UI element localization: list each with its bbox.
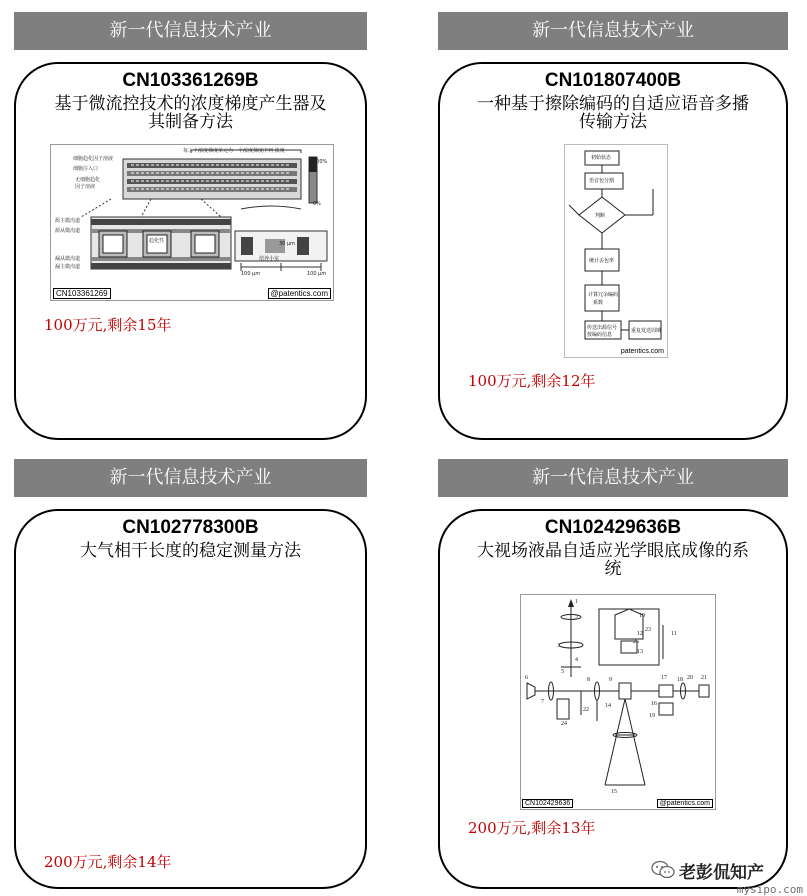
card1-fig-label-row1: 细胞趋化因子溶液 [73, 156, 114, 162]
card1-category-header: 新一代信息技术产业 [14, 12, 367, 50]
card3-price: 200万元,剩余14年 [44, 853, 172, 871]
card2-fig-step2: 统计丢包率 [589, 258, 615, 264]
card4-optics-figure [520, 594, 716, 810]
card4-price: 200万元,剩余13年 [468, 819, 596, 837]
card2-flowchart-figure [564, 144, 668, 358]
card1-fig-dim1: 100 μm [241, 271, 261, 277]
card2-fig-step4: 传送出源信号 [587, 325, 618, 331]
optics-component-number: 24 [561, 721, 567, 727]
card1-price: 100万元,剩余15年 [44, 316, 172, 334]
card2-fig-decision: 判断 [595, 213, 606, 219]
optics-component-number: 19 [649, 713, 655, 719]
card4-patent-id: CN102429636B [544, 517, 682, 538]
card1-fig-dim3: 100 μm [307, 271, 327, 277]
card1-patent-title-line2: 其制备方法 [148, 112, 233, 132]
optics-component-number: 3 [557, 643, 560, 649]
optics-component-number: 13 [637, 649, 643, 655]
card1-patent-card[interactable] [14, 62, 367, 440]
optics-component-number: 21 [701, 675, 707, 681]
card2-fig-step3b: 系数 [593, 300, 604, 306]
card2-patent-title-line2: 传输方法 [579, 112, 647, 132]
card2-patent-card[interactable] [438, 62, 788, 440]
optics-component-number: 8 [587, 677, 590, 683]
card1-patent-figure [50, 144, 334, 301]
card2-category-header: 新一代信息技术产业 [438, 12, 788, 50]
card1-fig-pct100: 100% [313, 159, 328, 165]
optics-component-number: 15 [611, 789, 617, 795]
optics-component-number: 2 [575, 615, 578, 621]
card2-patent-title-line1: 一种基于擦除编码的自适应语音多播 [477, 94, 749, 114]
card1-figure-id-label: CN103361269 [53, 288, 111, 299]
watermark-site: mysipo.com [736, 883, 803, 896]
card4-figure-watermark-label: CN102429636 [522, 799, 573, 808]
card1-fig-label-row3b: 因子溶液 [75, 184, 96, 190]
card1-fig-top-note: 每三个浓度梯度单元为一个浓度梯度序列 浓度 [183, 148, 285, 154]
card2-fig-step4b: 按编码信息 [587, 332, 613, 338]
card2-fig-start: 初始状态 [591, 155, 612, 161]
card2-fig-step5: 重复发送周期 [631, 328, 662, 334]
card2-patent-id: CN101807400B [544, 70, 682, 91]
card1-fig-label-row2: 细胞注入口 [73, 166, 99, 172]
card1-fig-ch2: 源从微沟道 [55, 228, 81, 234]
card1-fig-ch4: 漏主微沟道 [55, 264, 81, 270]
optics-component-number: 17 [661, 675, 667, 681]
card1-fig-ch1: 源主微沟道 [55, 218, 81, 224]
card4-patent-title-line1: 大视场液晶自适应光学眼底成像的系 [477, 541, 749, 561]
card4-patent-title-line2: 统 [604, 559, 622, 579]
card1-figure-source: @patentics.com [268, 288, 331, 299]
card1-fig-mid1: 趋化性 [149, 238, 165, 244]
optics-component-number: 23 [645, 627, 651, 633]
card1-patent-id: CN103361269B [122, 70, 259, 91]
card1-patent-title-line1: 基于微流控技术的浓度梯度产生器及 [54, 94, 327, 114]
optics-component-number: 1 [575, 599, 578, 605]
optics-component-number: 18 [677, 677, 683, 683]
card1-fig-mid2: 培养小室 [259, 256, 280, 262]
optics-component-number: 5 [561, 669, 564, 675]
wechat-account-name: 老彭侃知产 [679, 863, 764, 883]
card3-patent-title-line1: 大气相干长度的稳定测量方法 [80, 541, 301, 561]
card2-fig-step1: 语音包分割 [589, 178, 615, 184]
card3-patent-id: CN102778300B [122, 517, 259, 538]
card4-figure-source: @patentics.com [657, 799, 713, 808]
optics-component-number: 6 [525, 675, 528, 681]
optics-component-number: 9 [609, 677, 612, 683]
optics-component-number: 7 [541, 699, 544, 705]
optics-component-number: 14 [605, 703, 611, 709]
card3-category-header: 新一代信息技术产业 [14, 459, 367, 497]
card3-patent-card[interactable] [14, 509, 367, 889]
optics-component-number: 12 [637, 631, 643, 637]
card1-fig-label-row3: 无细胞趋化 [75, 177, 101, 183]
card2-price: 100万元,剩余12年 [468, 372, 596, 390]
optics-component-number: 16 [651, 701, 657, 707]
wechat-account-watermark [637, 856, 807, 896]
optics-component-number: 10 [639, 613, 645, 619]
card1-fig-pct0: 0% [313, 201, 321, 207]
wechat-icon [651, 860, 675, 880]
optics-component-number: 25 [633, 639, 639, 645]
optics-component-number: 20 [687, 675, 693, 681]
card4-patent-card[interactable] [438, 509, 788, 889]
optics-component-number: 4 [575, 657, 578, 663]
card1-fig-dim2: 30 μm [279, 241, 296, 247]
optics-component-number: 11 [671, 631, 677, 637]
optics-component-number: 22 [583, 707, 589, 713]
card2-figure-source: patentics.com [620, 348, 664, 355]
card2-fig-step3: 计算冗余编码 [588, 292, 619, 298]
card4-optics-drawing [521, 595, 715, 809]
card4-category-header: 新一代信息技术产业 [438, 459, 788, 497]
card1-fig-ch3: 漏从微沟道 [55, 256, 81, 262]
